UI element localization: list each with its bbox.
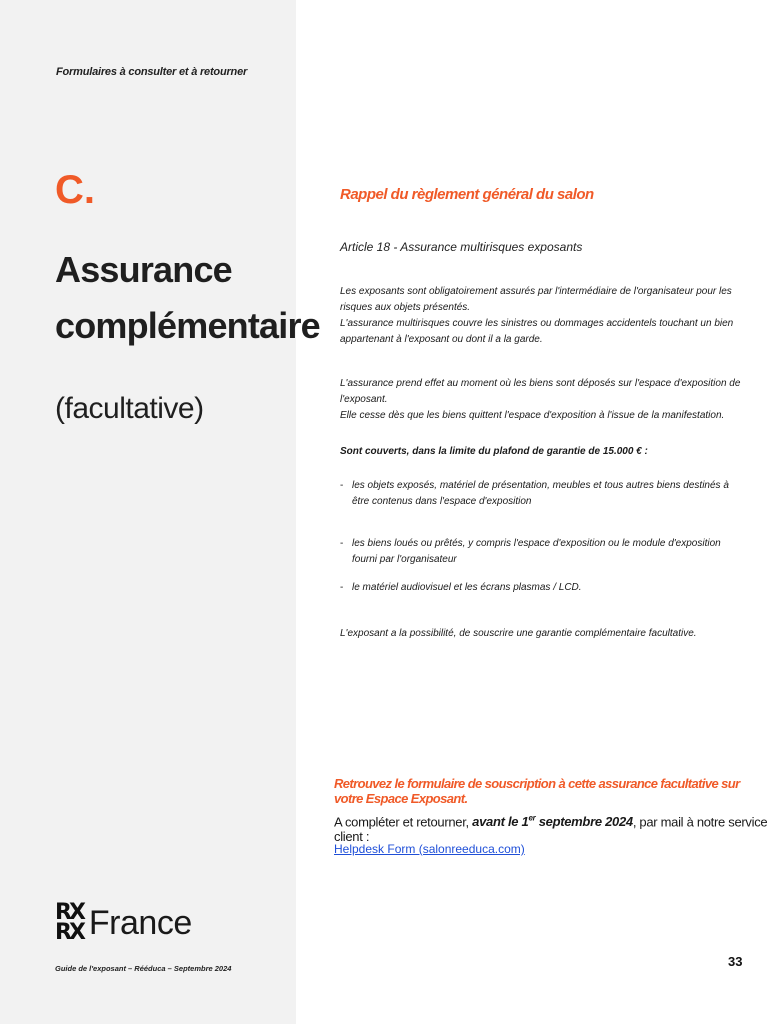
- rx-france-logo: [55, 900, 192, 945]
- section-title: [55, 242, 320, 354]
- coverage-list-3: [340, 580, 745, 596]
- content-heading: Rappel du règlement général du salon: [340, 186, 594, 203]
- rx-logo-mark-bottom: RX: [55, 920, 83, 945]
- section-subtitle: (facultative): [55, 392, 204, 425]
- list-item: - le matériel audiovisuel et les écrans plasmas / LCD.: [340, 580, 745, 596]
- sidebar-panel: [0, 0, 296, 1024]
- coverage-heading: Sont couverts, dans la limite du plafond de garantie de 15.000 € :: [340, 446, 648, 457]
- rx-logo-mark: [55, 900, 83, 945]
- paragraph-2-line1: L'assurance prend effet au moment où les biens sont déposés sur l'espace d'exposition de l'exposant.: [340, 378, 741, 405]
- list-item: - les biens loués ou prêtés, y compris l'espace d'exposition ou le module d'exposition fourni par l'organisateur: [340, 536, 745, 568]
- section-kicker: Formulaires à consulter et à retourner: [56, 66, 248, 78]
- page-number: 33: [728, 954, 743, 969]
- cta-line-suffix: , par mail à notre service client :: [334, 814, 768, 845]
- cta-deadline-suffix: septembre 2024: [535, 814, 633, 830]
- paragraph-1: [340, 284, 745, 348]
- paragraph-2-line2: Elle cesse dès que les biens quittent l'espace d'exposition à l'issue de la manifestation.: [340, 410, 725, 421]
- paragraph-1-line2: L'assurance multirisques couvre les sinistres ou dommages accidentels touchant un bien appartenant à l'exposant ou dont il a la garde.: [340, 318, 734, 345]
- section-letter: C.: [55, 168, 95, 212]
- paragraph-1-line1: Les exposants sont obligatoirement assurés par l'intermédiaire de l'organisateur pour les risques aux objets présentés.: [340, 286, 732, 313]
- cta-headline: Retrouvez le formulaire de souscription à cette assurance facultative sur votre Espace Exposant.: [334, 776, 740, 806]
- coverage-list: [340, 478, 745, 510]
- cta-line-prefix: A compléter et retourner,: [334, 814, 473, 830]
- paragraph-2: [340, 376, 745, 424]
- closing-text: L'exposant a la possibilité, de souscrire une garantie complémentaire facultative.: [340, 628, 697, 639]
- section-title-line2: complémentaire: [55, 305, 320, 346]
- article-title: Article 18 - Assurance multirisques exposants: [340, 240, 583, 254]
- rx-logo-mark-top: RX: [55, 900, 83, 925]
- section-title-line1: Assurance: [55, 249, 232, 290]
- footer-text: Guide de l'exposant – Rééduca – Septembre 2024: [55, 964, 232, 973]
- cta-deadline-prefix: avant le 1: [472, 814, 529, 830]
- list-item: - les objets exposés, matériel de présentation, meubles et tous autres biens destinés à être contenus dans l'espace d'exposition: [340, 478, 745, 510]
- helpdesk-form-link[interactable]: Helpdesk Form (salonreeduca.com): [334, 842, 525, 856]
- cta-deadline-sup: er: [528, 814, 536, 823]
- cta-deadline: [472, 814, 633, 829]
- coverage-list-2: [340, 536, 745, 568]
- logo-text: France: [88, 903, 192, 942]
- cta-instructions: [334, 814, 770, 844]
